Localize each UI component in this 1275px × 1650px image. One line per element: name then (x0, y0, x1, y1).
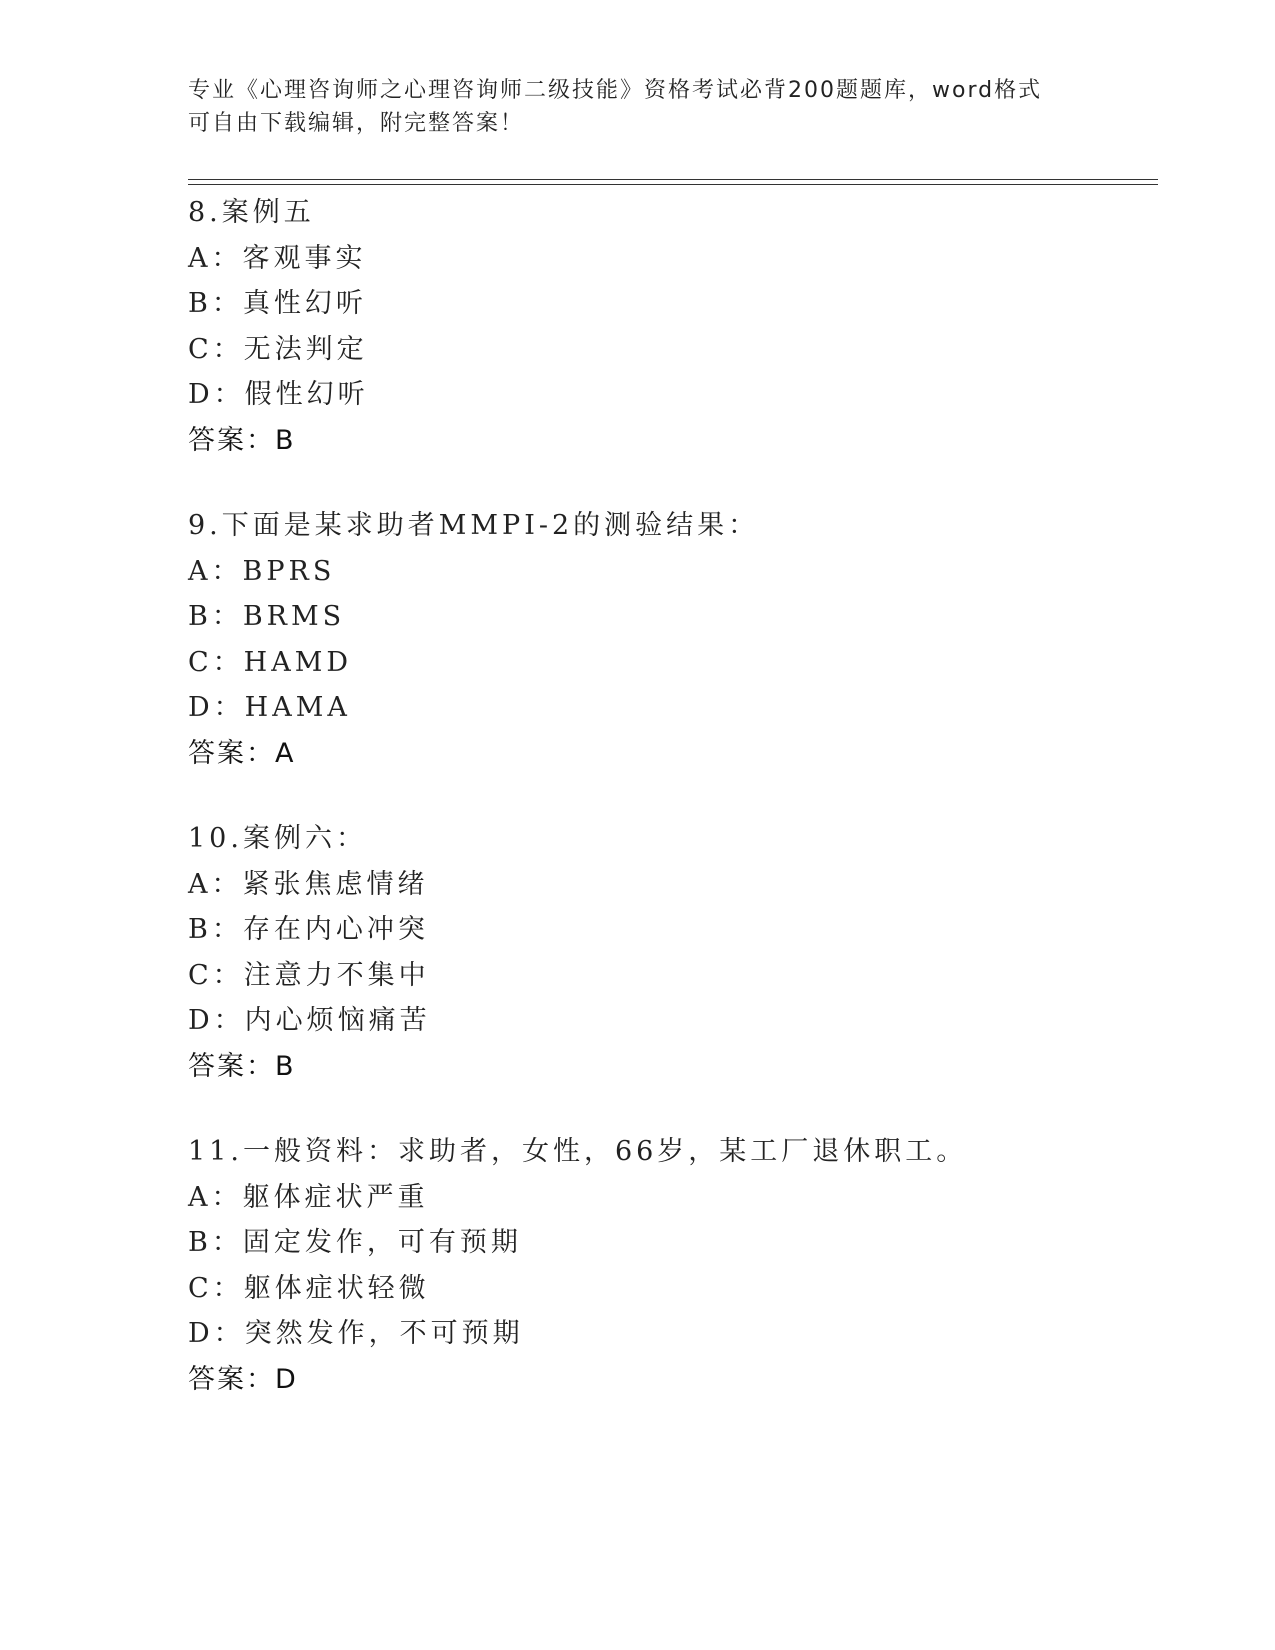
option-text: HAMA (244, 692, 351, 723)
option-c (188, 953, 1148, 999)
option-label: C： (188, 1272, 244, 1304)
option-c (188, 327, 1148, 373)
option-b (188, 907, 1148, 953)
option-a (188, 236, 1148, 282)
header-title-line-1: 专业《心理咨询师之心理咨询师二级技能》资格考试必背200题题库，word格式 (188, 78, 1043, 103)
option-label: C： (188, 959, 244, 991)
option-b (188, 1220, 1148, 1266)
option-b (188, 594, 1148, 640)
option-b (188, 281, 1148, 327)
option-text: BPRS (242, 555, 336, 587)
option-label: C： (188, 646, 244, 678)
option-text: HAMD (243, 646, 353, 678)
option-label: D： (188, 692, 245, 723)
document-header (188, 74, 1088, 140)
question-item (188, 190, 1148, 463)
header-divider-bottom (188, 184, 1158, 185)
option-label: A： (188, 1181, 243, 1213)
option-text: 客观事实 (242, 242, 367, 274)
option-d (188, 1311, 1148, 1357)
option-a (188, 1175, 1148, 1221)
option-text: 躯体症状轻微 (243, 1272, 430, 1304)
option-label: B： (188, 914, 243, 945)
option-label: A： (188, 242, 243, 274)
option-text: 固定发作，可有预期 (242, 1227, 522, 1258)
option-d (188, 998, 1148, 1044)
answer-line: 答案：B (188, 1050, 296, 1082)
option-text: 假性幻听 (244, 379, 369, 410)
option-label: B： (188, 1227, 243, 1258)
question-item (188, 503, 1148, 776)
question-stem: 9.下面是某求助者MMPI-2的测验结果： (188, 510, 760, 541)
question-list (188, 190, 1148, 1442)
option-d (188, 372, 1148, 418)
option-label: C： (188, 333, 244, 365)
option-label: B： (188, 288, 243, 319)
option-c (188, 1266, 1148, 1312)
question-stem: 8.案例五 (188, 197, 315, 228)
option-label: A： (188, 868, 243, 900)
option-text: 注意力不集中 (243, 959, 430, 991)
question-item (188, 1129, 1148, 1402)
option-text: 躯体症状严重 (242, 1181, 429, 1213)
option-text: 真性幻听 (242, 288, 367, 319)
option-label: D： (188, 1318, 245, 1349)
option-label: A： (188, 555, 243, 587)
answer-line: 答案：A (188, 737, 296, 769)
option-text: 无法判定 (243, 333, 368, 365)
question-stem: 10.案例六： (188, 823, 367, 854)
header-title-line-2: 可自由下载编辑，附完整答案！ (188, 111, 525, 136)
question-item (188, 816, 1148, 1089)
option-text: 存在内心冲突 (242, 914, 429, 945)
option-text: 突然发作，不可预期 (244, 1318, 524, 1349)
option-label: D： (188, 379, 245, 410)
answer-line: 答案：D (188, 1363, 298, 1395)
answer-line: 答案：B (188, 424, 296, 456)
header-divider-top (188, 179, 1158, 180)
option-label: B： (188, 601, 243, 632)
question-stem: 11.一般资料：求助者，女性，66岁，某工厂退休职工。 (188, 1136, 968, 1167)
option-a (188, 549, 1148, 595)
option-text: 内心烦恼痛苦 (244, 1005, 431, 1036)
option-d (188, 685, 1148, 731)
option-c (188, 640, 1148, 686)
option-text: 紧张焦虑情绪 (242, 868, 429, 900)
option-label: D： (188, 1005, 245, 1036)
option-a (188, 862, 1148, 908)
option-text: BRMS (242, 601, 346, 632)
